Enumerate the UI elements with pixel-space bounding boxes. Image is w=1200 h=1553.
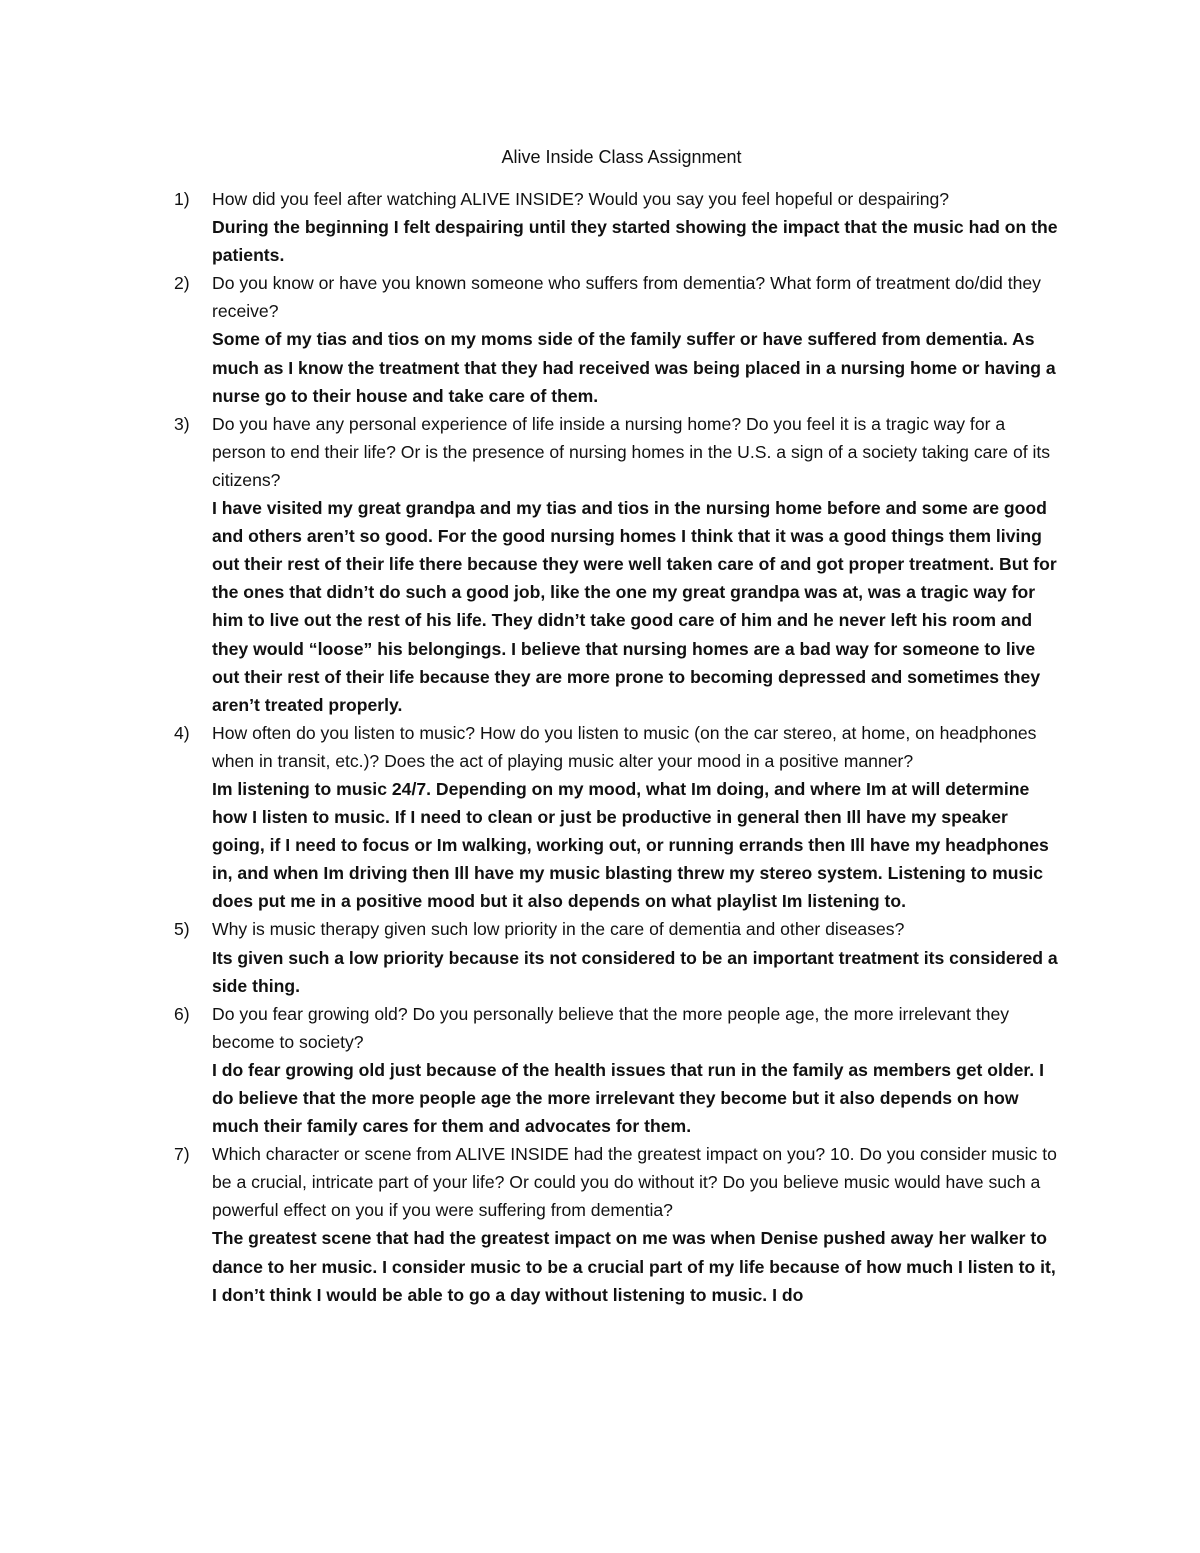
question-text: Why is music therapy given such low priority in the care of dementia and other diseases? [212, 919, 905, 940]
item-number: 3) [174, 413, 190, 434]
document-title: Alive Inside Class Assignment [501, 147, 742, 167]
list-item [162, 410, 1062, 719]
question-text: Which character or scene from ALIVE INSIDE had the greatest impact on you? 10. Do you consider music to be a crucial, intricate part of your life? Or could you do without it? Do you believe music would have such a powerful effect on you if you were suffering from dementia? [212, 1144, 1057, 1221]
item-number: 5) [174, 919, 190, 940]
item-number: 1) [174, 189, 190, 209]
list-item [162, 1140, 1062, 1309]
question-list [162, 185, 1062, 1309]
list-item [162, 269, 1062, 409]
question-text: How often do you listen to music? How do you listen to music (on the car stereo, at home, on headphones when in transit, etc.)? Does the act of playing music alter your mood in a positive manner? [212, 722, 1037, 771]
list-item [162, 719, 1062, 916]
answer-text: The greatest scene that had the greatest impact on me was when Denise pushed away her walker to dance to her music. I consider music to be a crucial part of my life because of how much I listen to it, I don’t think I would be able to go a day without listening to music. I do [212, 1228, 1056, 1305]
answer-text: I do fear growing old just because of the health issues that run in the family as members get older. I do believe that the more people age the more irrelevant they become but it also depends on how much their family cares for them and advocates for them. [212, 1059, 1044, 1137]
question-text: Do you have any personal experience of life inside a nursing home? Do you feel it is a tragic way for a person to end their life? Or is the presence of nursing homes in the U.S. a sign of a society taking care of its citizens? [212, 413, 1051, 490]
answer-text: Its given such a low priority because its not considered to be an important treatment its considered a side thing. [212, 947, 1058, 996]
list-item [162, 1000, 1062, 1140]
answer-text: Im listening to music 24/7. Depending on my mood, what Im doing, and where Im at will determine how I listen to music. If I need to clean or just be productive in general then Ill have my speaker going, if I need to focus or Im walking, working out, or running errands then Ill have my headphones in, and when Im driving then Ill have my music blasting threw my stereo system. Listening to music does put me in a positive mood but it also depends on what playlist Im listening to. [212, 778, 1049, 912]
item-number: 7) [174, 1144, 190, 1165]
list-item [162, 185, 1062, 269]
answer-text: Some of my tias and tios on my moms side of the family suffer or have suffered from dementia. As much as I know the treatment that they had received was being placed in a nursing home or having a nurse go to their house and take care of them. [212, 329, 1056, 406]
answer-text: I have visited my great grandpa and my tias and tios in the nursing home before and some are good and others aren’t so good. For the good nursing homes I think that it was a good things them living out their rest of their life there because they were well taken care of and got proper treatment. But for the ones that didn’t do such a good job, like the one my great grandpa was at, was a tragic way for him to live out the rest of his life. They didn’t take good care of him and he never left his room and they would “loose” his belongings. I believe that nursing homes are a bad way for someone to live out their rest of their life because they are more prone to becoming depressed and sometimes they aren’t treated properly. [212, 498, 1057, 715]
item-number: 2) [174, 273, 190, 294]
answer-text: During the beginning I felt despairing until they started showing the impact that the music had on the patients. [212, 217, 1058, 266]
question-text: Do you know or have you known someone who suffers from dementia? What form of treatment do/did they receive? [212, 273, 1041, 322]
question-text: Do you fear growing old? Do you personally believe that the more people age, the more irrelevant they become to society? [212, 1003, 1010, 1052]
item-number: 6) [174, 1003, 190, 1024]
list-item [162, 915, 1062, 999]
item-number: 4) [174, 722, 190, 743]
question-text: How did you feel after watching ALIVE INSIDE? Would you say you feel hopeful or despairing? [212, 189, 950, 209]
